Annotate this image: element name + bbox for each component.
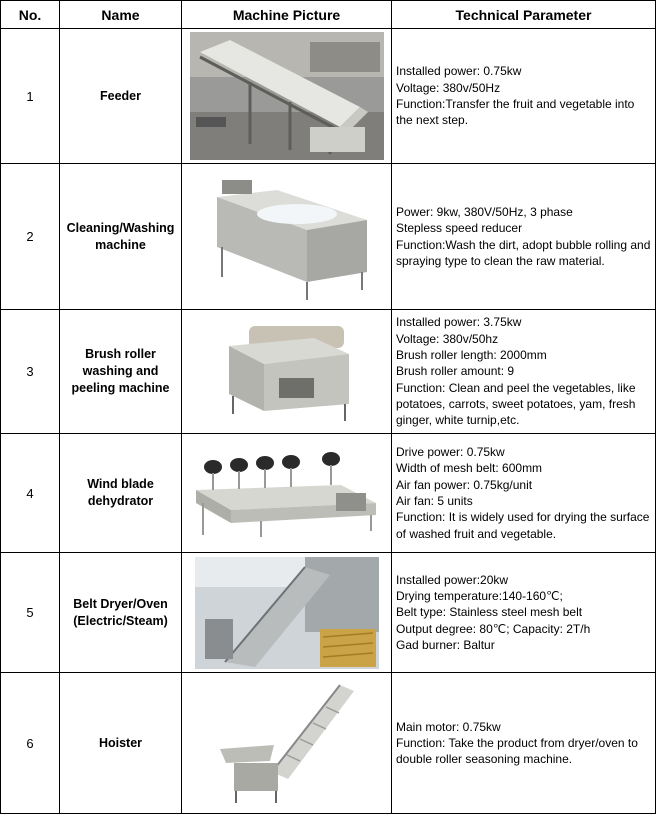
feeder-image: [190, 32, 384, 160]
table-row: [1, 553, 656, 673]
technical-parameters: Installed power: 0.75kw Voltage: 380v/50Hz Function:Transfer the fruit and vegetable into the next step.: [392, 29, 656, 164]
belt-dryer-image: [195, 557, 379, 669]
technical-parameters: Installed power:20kw Drying temperature:140-160℃; Belt type: Stainless steel mesh belt Output degree: 80℃; Capacity: 2T/h Gad burner: Baltur: [392, 553, 656, 673]
machine-name: Belt Dryer/Oven (Electric/Steam): [60, 553, 182, 673]
header-name: Name: [60, 1, 182, 29]
table-row: [1, 29, 656, 164]
table-row: [1, 434, 656, 553]
machine-picture: [182, 29, 392, 164]
table-row: [1, 673, 656, 814]
washing-machine-image: [202, 172, 372, 302]
dehydrator-image: [191, 445, 383, 541]
machine-picture: [182, 164, 392, 310]
row-number: 6: [1, 673, 60, 814]
row-number: 5: [1, 553, 60, 673]
machine-name: Feeder: [60, 29, 182, 164]
row-number: 1: [1, 29, 60, 164]
hoister-image: [212, 677, 362, 809]
machine-name: Wind blade dehydrator: [60, 434, 182, 553]
technical-parameters: Main motor: 0.75kw Function: Take the product from dryer/oven to double roller seasoning machine.: [392, 673, 656, 814]
machine-picture: [182, 553, 392, 673]
row-number: 2: [1, 164, 60, 310]
header-row: [1, 1, 656, 29]
machine-name: Cleaning/Washing machine: [60, 164, 182, 310]
machine-picture: [182, 310, 392, 434]
header-no: No.: [1, 1, 60, 29]
table-row: [1, 310, 656, 434]
machine-picture: [182, 434, 392, 553]
row-number: 4: [1, 434, 60, 553]
technical-parameters: Drive power: 0.75kw Width of mesh belt: 600mm Air fan power: 0.75kg/unit Air fan: 5 units Function: It is widely used for drying the surface of washed fruit and vegetable.: [392, 434, 656, 553]
technical-parameters: Power: 9kw, 380V/50Hz, 3 phase Stepless speed reducer Function:Wash the dirt, adopt bubble rolling and spraying type to clean the raw material.: [392, 164, 656, 310]
header-params: Technical Parameter: [392, 1, 656, 29]
machine-name: Brush roller washing and peeling machine: [60, 310, 182, 434]
row-number: 3: [1, 310, 60, 434]
table-row: [1, 164, 656, 310]
brush-roller-image: [219, 316, 354, 428]
machine-name: Hoister: [60, 673, 182, 814]
technical-parameters: Installed power: 3.75kw Voltage: 380v/50hz Brush roller length: 2000mm Brush roller amount: 9 Function: Clean and peel the vegetables, like potatoes, carrots, sweet potatoes, yam, fresh ginger, white turnip,etc.: [392, 310, 656, 434]
header-picture: Machine Picture: [182, 1, 392, 29]
machine-picture: [182, 673, 392, 814]
